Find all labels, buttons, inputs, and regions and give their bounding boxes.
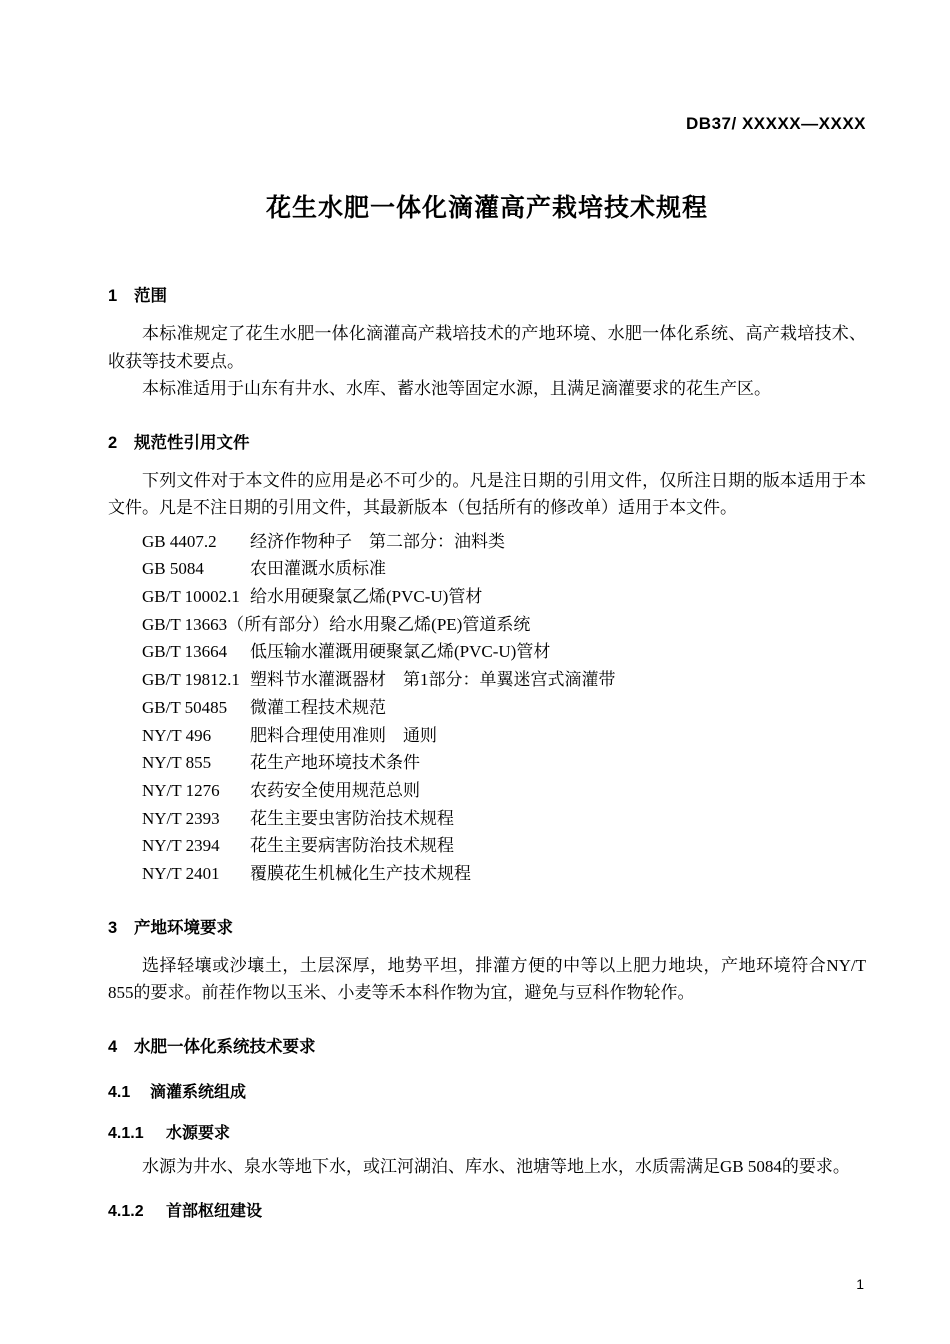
reference-item xyxy=(108,749,866,777)
reference-item xyxy=(108,832,866,860)
section-heading-2 xyxy=(108,429,866,453)
page-number: 1 xyxy=(856,1276,864,1292)
reference-title: 花生产地环境技术条件 xyxy=(250,753,420,773)
reference-title: 给水用硬聚氯乙烯(PVC-U)管材 xyxy=(250,587,483,607)
section-number-3: 3 xyxy=(108,918,118,937)
section-heading-4-1 xyxy=(108,1079,866,1102)
section-title-1: 范围 xyxy=(134,287,167,305)
reference-item xyxy=(108,666,866,694)
normative-references-list xyxy=(108,528,866,888)
reference-title: 低压输水灌溉用硬聚氯乙烯(PVC-U)管材 xyxy=(250,642,551,662)
section-number-4-1-2: 4.1.2 xyxy=(108,1203,144,1221)
reference-title: 塑料节水灌溉器材 第1部分：单翼迷宫式滴灌带 xyxy=(250,670,616,690)
section-title-4: 水肥一体化系统技术要求 xyxy=(134,1037,316,1056)
reference-code: NY/T 1276 xyxy=(142,780,220,800)
section-title-2: 规范性引用文件 xyxy=(134,433,250,452)
reference-code: GB/T 13664 xyxy=(142,642,228,662)
reference-code: GB 5084 xyxy=(142,559,204,579)
reference-item xyxy=(108,777,866,805)
reference-title: 农药安全使用规范总则 xyxy=(250,780,420,800)
reference-title: 给水用聚乙烯(PE)管道系统 xyxy=(329,614,531,634)
section-2-paragraph-1: 下列文件对于本文件的应用是必不可少的。凡是注日期的引用文件，仅所注日期的版本适用于本文件。凡是不注日期的引用文件，其最新版本（包括所有的修改单）适用于本文件。 xyxy=(108,470,866,518)
section-1-paragraph-2: 本标准适用于山东有井水、水库、蓄水池等固定水源，且满足滴灌要求的花生产区。 xyxy=(142,379,771,399)
section-title-4-1-1: 水源要求 xyxy=(166,1124,231,1142)
section-1-paragraph-1: 本标准规定了花生水肥一体化滴灌高产栽培技术的产地环境、水肥一体化系统、高产栽培技术、收获等技术要点。 xyxy=(108,324,866,371)
section-title-3: 产地环境要求 xyxy=(134,918,233,937)
section-title-4-1-2: 首部枢纽建设 xyxy=(166,1203,263,1221)
reference-title: 农田灌溉水质标准 xyxy=(250,559,386,579)
reference-item xyxy=(108,860,866,888)
reference-code: NY/T 496 xyxy=(142,725,212,745)
section-number-4-1-1: 4.1.1 xyxy=(108,1124,144,1142)
reference-title: 经济作物种子 第二部分：油料类 xyxy=(250,531,505,551)
reference-item xyxy=(108,611,866,639)
reference-code: NY/T 2393 xyxy=(142,808,220,828)
section-heading-4-1-1 xyxy=(108,1120,866,1143)
reference-code: NY/T 2394 xyxy=(142,836,220,856)
section-number-2: 2 xyxy=(108,433,118,452)
reference-code: GB/T 50485 xyxy=(142,697,228,717)
section-4-1-1-paragraph-1: 水源为井水、泉水等地下水，或江河湖泊、库水、池塘等地上水，水质需满足GB 5084的要求。 xyxy=(142,1156,850,1176)
section-number-4-1: 4.1 xyxy=(108,1083,131,1101)
section-heading-4 xyxy=(108,1033,866,1057)
section-heading-3 xyxy=(108,914,866,938)
section-title-4-1: 滴灌系统组成 xyxy=(150,1083,247,1101)
section-heading-1 xyxy=(108,282,866,306)
reference-code: GB 4407.2 xyxy=(142,531,217,551)
reference-title: 花生主要病害防治技术规程 xyxy=(250,836,454,856)
reference-item xyxy=(108,583,866,611)
reference-code: GB/T 13663（所有部分） xyxy=(142,614,330,634)
page-title: 花生水肥一体化滴灌高产栽培技术规程 xyxy=(265,194,708,222)
reference-code: GB/T 19812.1 xyxy=(142,670,240,690)
reference-title: 覆膜花生机械化生产技术规程 xyxy=(250,864,471,884)
reference-title: 花生主要虫害防治技术规程 xyxy=(250,808,454,828)
standard-number-header: DB37/ XXXXX—XXXX xyxy=(686,114,866,133)
reference-code: NY/T 2401 xyxy=(142,864,220,884)
reference-item xyxy=(108,805,866,833)
reference-title: 微灌工程技术规范 xyxy=(250,697,386,717)
reference-item xyxy=(108,555,866,583)
section-number-1: 1 xyxy=(108,287,118,305)
section-number-4: 4 xyxy=(108,1037,118,1056)
reference-code: GB/T 10002.1 xyxy=(142,587,240,607)
reference-code: NY/T 855 xyxy=(142,753,212,773)
section-heading-4-1-2 xyxy=(108,1198,866,1221)
reference-item xyxy=(108,722,866,750)
reference-item xyxy=(108,528,866,556)
reference-item xyxy=(108,694,866,722)
section-3-paragraph-1: 选择轻壤或沙壤土，土层深厚，地势平坦，排灌方便的中等以上肥力地块，产地环境符合NY/T 855的要求。前茬作物以玉米、小麦等禾本科作物为宜，避免与豆科作物轮作。 xyxy=(108,955,866,1003)
reference-title: 肥料合理使用准则 通则 xyxy=(250,725,437,745)
reference-item xyxy=(108,638,866,666)
